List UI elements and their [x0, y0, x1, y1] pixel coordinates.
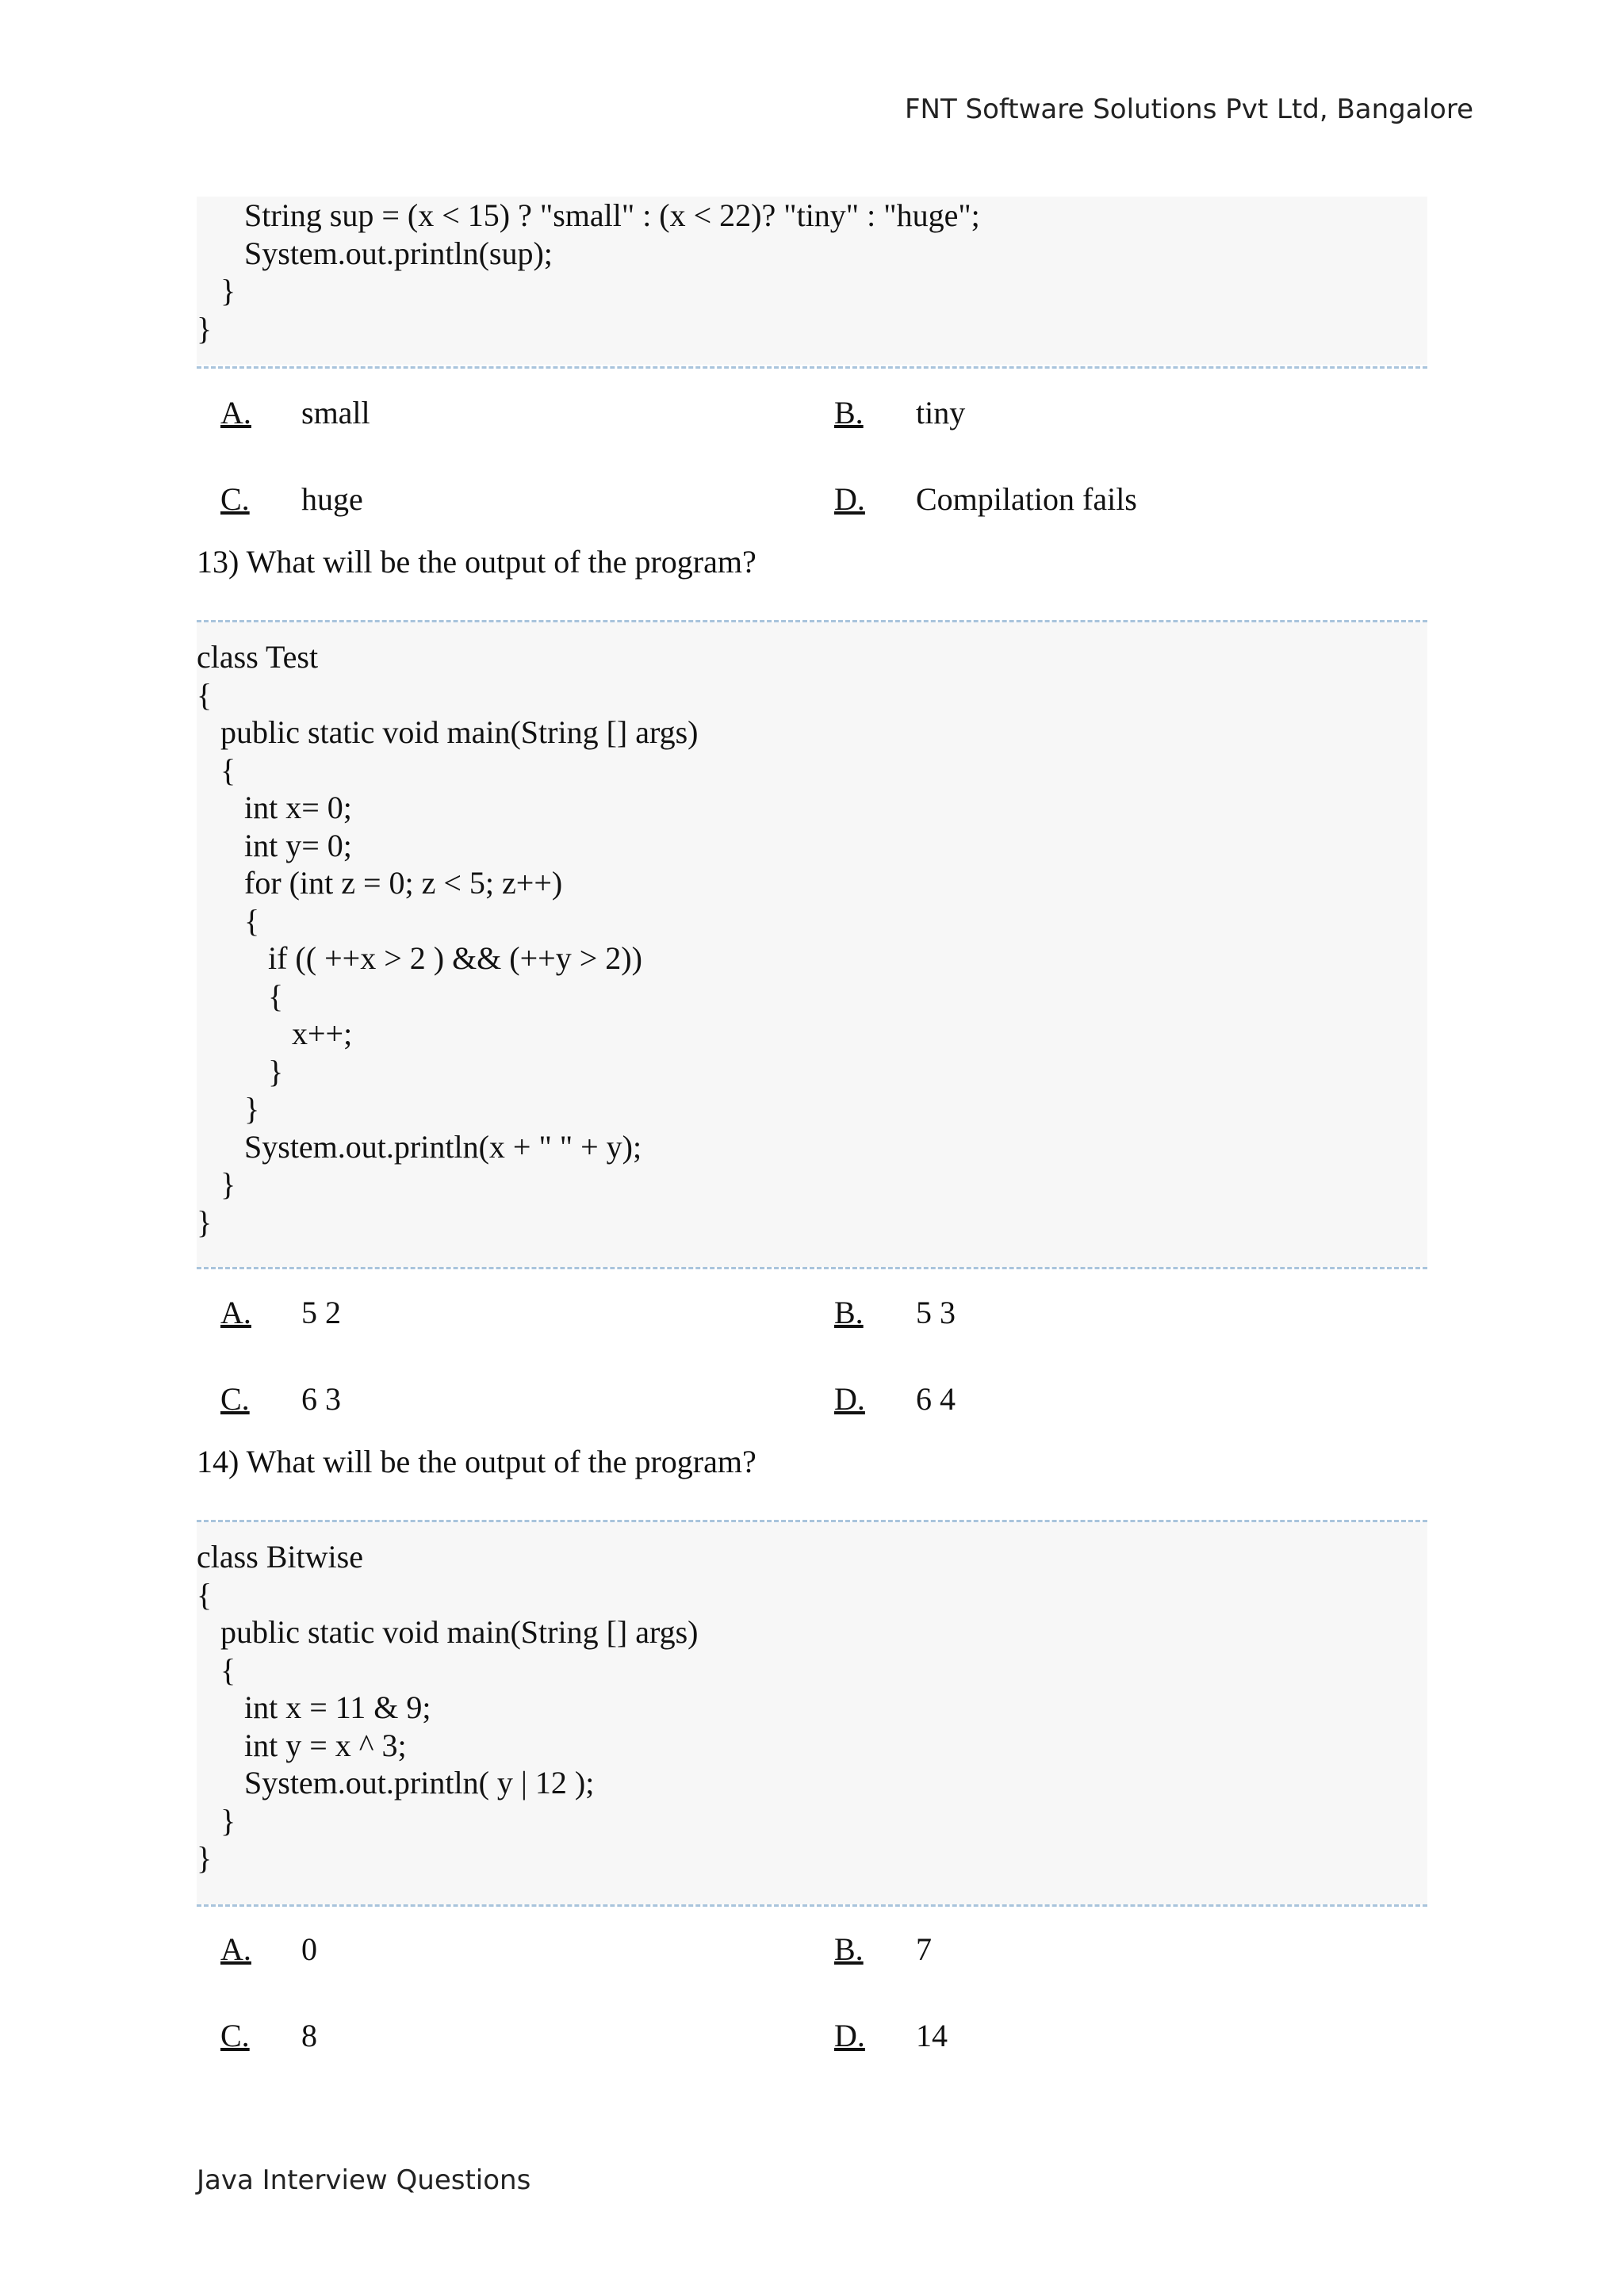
option-c-text: 6 3 [301, 1381, 341, 1417]
question-13: 13) What will be the output of the program? [197, 544, 756, 580]
option-c-text: 8 [301, 2018, 317, 2053]
option-d-text: Compilation fails [916, 481, 1137, 517]
option-a-letter: A. [220, 1295, 251, 1330]
option-b-text: tiny [916, 395, 966, 430]
option-c-letter: C. [220, 2018, 250, 2053]
option-d-letter: D. [834, 1381, 865, 1417]
option-d-text: 6 4 [916, 1381, 956, 1417]
option-b-letter: B. [834, 1295, 864, 1330]
option-b-letter: B. [834, 395, 864, 430]
page-footer: Java Interview Questions [197, 2164, 531, 2196]
code-block-q13: class Test { public static void main(String [] args) { int x= 0; int y= 0; for (int z = 0; z < 5; z++) { if (( ++x > 2 ) && (++y > 2)) { x++; } } System.out.println(x + " " + y); } } [197, 622, 1427, 1267]
option-a-text: 0 [301, 1931, 317, 1967]
divider [197, 366, 1427, 369]
option-a-text: small [301, 395, 370, 430]
option-d-letter: D. [834, 481, 865, 517]
option-c-letter: C. [220, 481, 250, 517]
option-a-letter: A. [220, 395, 251, 430]
option-a-letter: A. [220, 1931, 251, 1967]
option-a-text: 5 2 [301, 1295, 341, 1330]
option-c-text: huge [301, 481, 363, 517]
divider [197, 1904, 1427, 1907]
option-d-letter: D. [834, 2018, 865, 2053]
option-b-text: 7 [916, 1931, 932, 1967]
question-14: 14) What will be the output of the program? [197, 1444, 756, 1479]
divider [197, 1267, 1427, 1269]
option-b-text: 5 3 [916, 1295, 956, 1330]
code-block-q12: String sup = (x < 15) ? "small" : (x < 22)? "tiny" : "huge"; System.out.println(sup); } } [197, 197, 1427, 365]
page-header: FNT Software Solutions Pvt Ltd, Bangalore [904, 94, 1473, 125]
option-b-letter: B. [834, 1931, 864, 1967]
option-d-text: 14 [916, 2018, 948, 2053]
code-block-q14: class Bitwise { public static void main(String [] args) { int x = 11 & 9; int y = x ^ 3; System.out.println( y | 12 ); } } [197, 1522, 1427, 1904]
option-c-letter: C. [220, 1381, 250, 1417]
